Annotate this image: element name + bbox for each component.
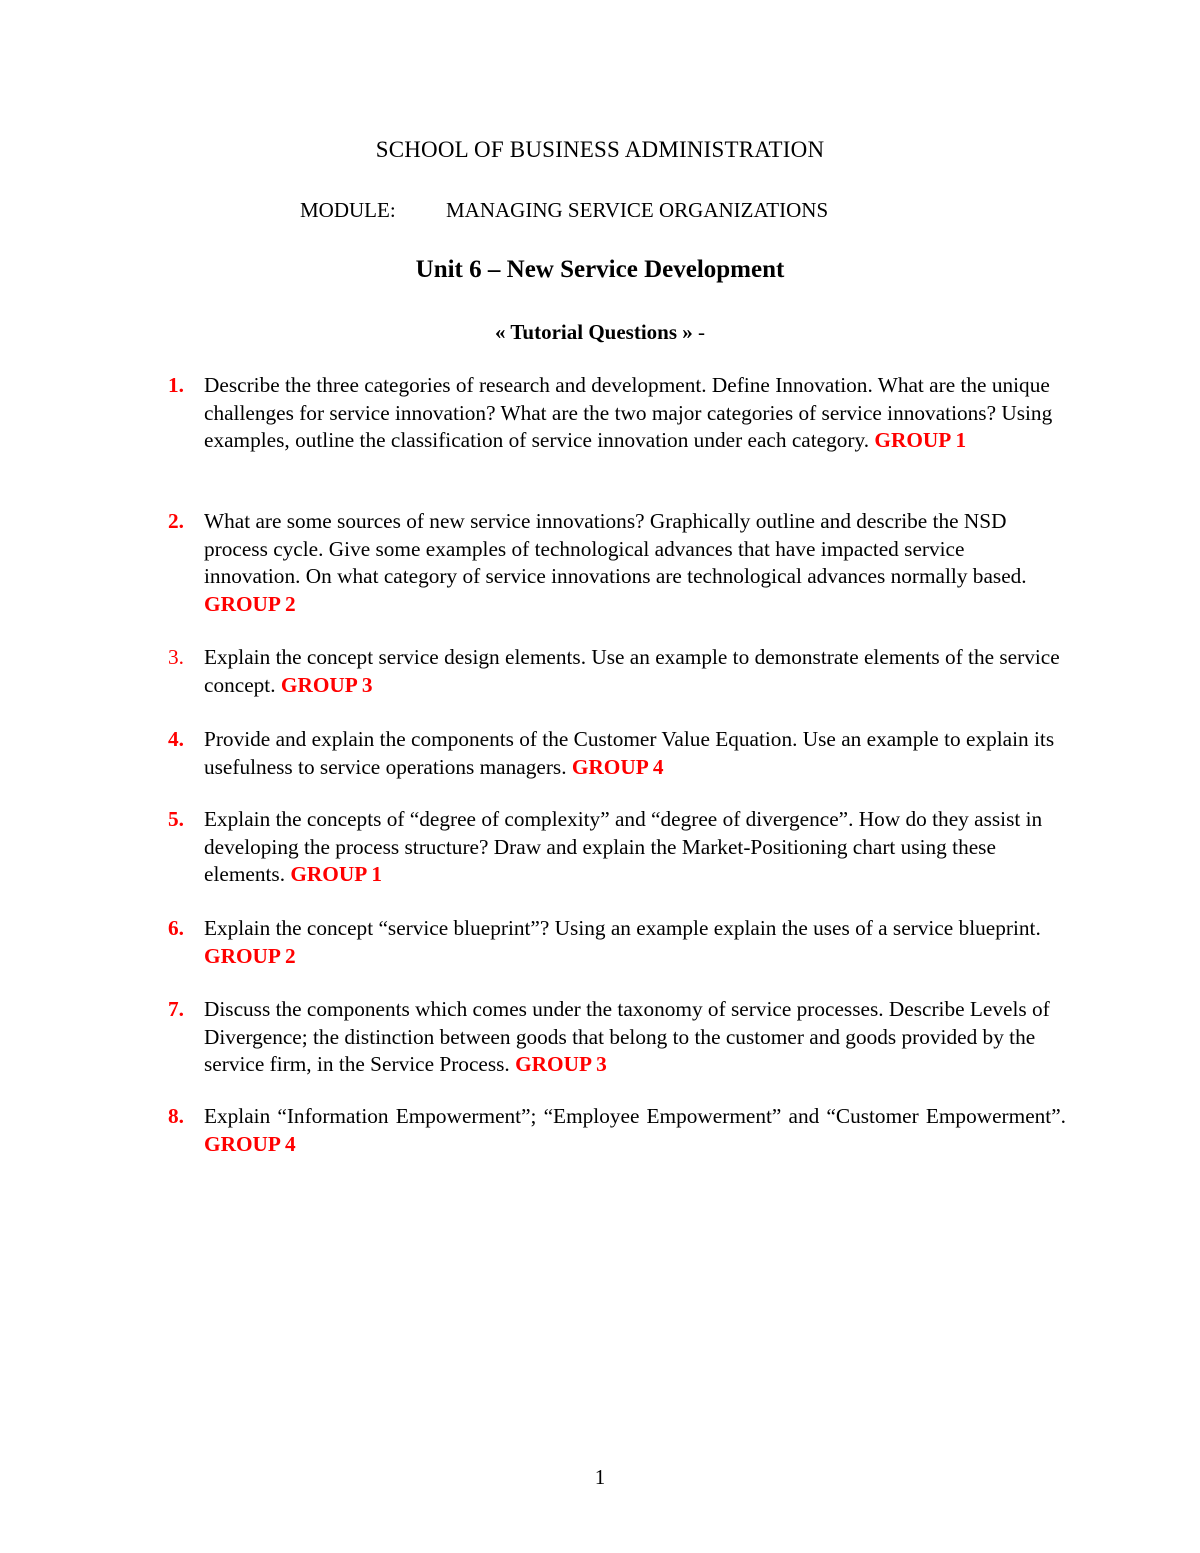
school-name: SCHOOL OF BUSINESS ADMINISTRATION xyxy=(375,137,825,162)
question-body: Explain the concept “service blueprint”? Using an example explain the uses of a service blueprint. xyxy=(204,916,1041,940)
question-number: 1. xyxy=(168,373,184,397)
question-text xyxy=(204,726,1066,781)
question-text xyxy=(204,996,1066,1079)
question-item xyxy=(168,806,1066,889)
unit-title: Unit 6 – New Service Development xyxy=(415,256,785,283)
question-text xyxy=(204,644,1066,699)
question-text xyxy=(204,508,1066,618)
question-item xyxy=(168,372,1066,455)
question-text xyxy=(204,1103,1066,1158)
group-tag: GROUP 4 xyxy=(571,754,664,779)
question-body: Describe the three categories of research and development. Define Innovation. What are the unique challenges for service innovation? What are the two major categories of service innovations? Using examples, outline the classification of service innovation under each category. xyxy=(204,373,1053,452)
question-body: Explain the concept service design elements. Use an example to demonstrate elements of the service concept. xyxy=(204,645,1060,697)
question-body: Explain “Information Empowerment”; “Employee Empowerment” and “Customer Empowerment”. xyxy=(204,1104,1066,1128)
question-item xyxy=(168,996,1066,1079)
group-tag: GROUP 3 xyxy=(515,1052,607,1076)
page-number: 1 xyxy=(594,1465,606,1489)
question-number: 4. xyxy=(168,727,184,751)
question-body: Explain the concepts of “degree of complexity” and “degree of divergence”. How do they assist in developing the process structure? Draw and explain the Market-Positioning chart using these elements. xyxy=(204,807,1043,886)
question-item xyxy=(168,1103,1066,1158)
question-number: 8. xyxy=(168,1104,184,1128)
group-tag: GROUP 2 xyxy=(204,591,296,616)
question-text xyxy=(204,915,1066,970)
group-tag: GROUP 1 xyxy=(874,428,967,452)
module-name: MANAGING SERVICE ORGANIZATIONS xyxy=(446,198,829,222)
question-text xyxy=(204,372,1066,455)
tutorial-heading xyxy=(0,320,1200,345)
group-tag: GROUP 4 xyxy=(204,1131,296,1156)
question-number: 6. xyxy=(168,916,184,940)
group-tag: GROUP 1 xyxy=(290,862,383,886)
question-number: 7. xyxy=(168,997,184,1021)
question-item xyxy=(168,915,1066,970)
question-body: What are some sources of new service innovations? Graphically outline and describe the NSD process cycle. Give some examples of technological advances that have impacted service innovation. On what category of service innovations are technological advances normally based. xyxy=(204,509,1027,588)
module-line xyxy=(300,198,828,223)
question-item xyxy=(168,644,1066,699)
tutorial-label: « Tutorial Questions » xyxy=(494,320,693,344)
question-item xyxy=(168,726,1066,781)
question-body: Discuss the components which comes under the taxonomy of service processes. Describe Levels of Divergence; the distinction between goods that belong to the customer and goods provided by the service firm, in the Service Process. xyxy=(204,997,1050,1076)
question-number: 2. xyxy=(168,509,184,533)
module-label: MODULE: xyxy=(300,198,396,222)
question-item xyxy=(168,508,1066,618)
question-body: Provide and explain the components of the Customer Value Equation. Use an example to explain its usefulness to service operations managers. xyxy=(204,727,1055,779)
group-tag: GROUP 2 xyxy=(204,943,296,968)
question-text xyxy=(204,806,1066,889)
question-number: 3. xyxy=(168,645,184,669)
tutorial-suffix: - xyxy=(692,320,706,344)
question-number: 5. xyxy=(168,807,184,831)
group-tag: GROUP 3 xyxy=(280,672,373,697)
